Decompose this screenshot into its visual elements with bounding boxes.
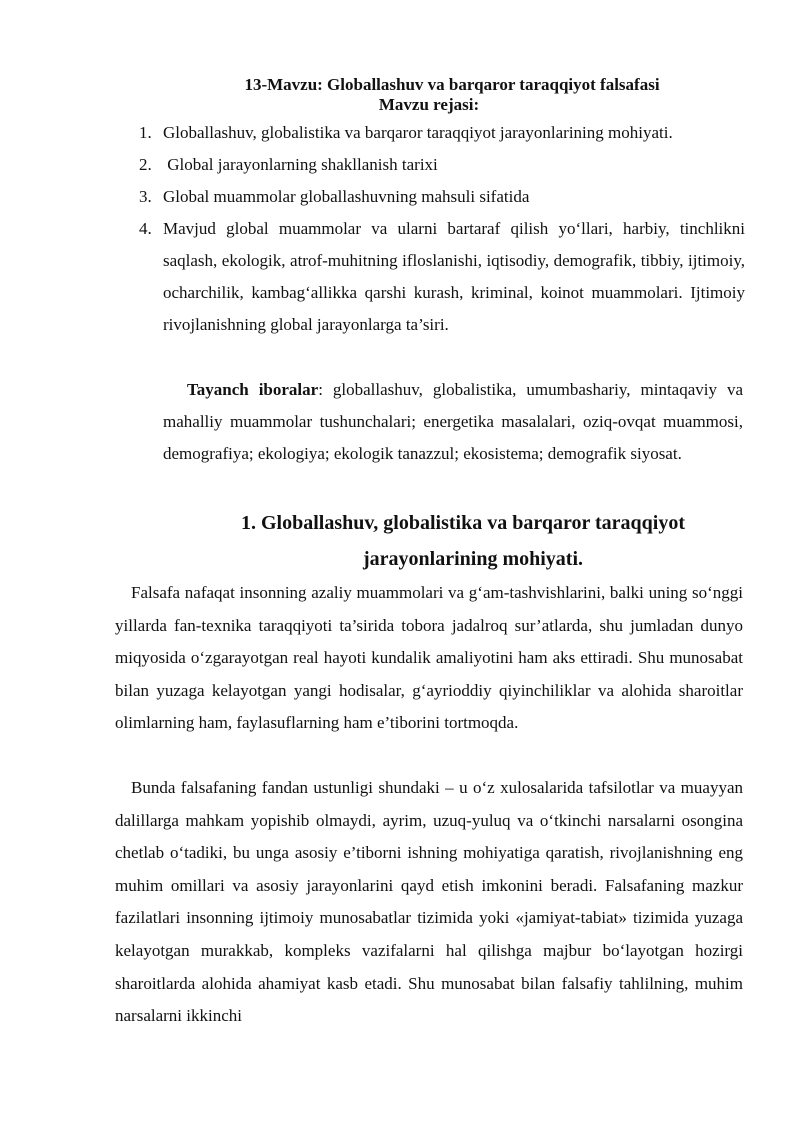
plan-item-text: Globallashuv, globalistika va barqaror taraqqiyot jarayonlarining mohiyati.	[163, 123, 673, 142]
plan-item	[139, 181, 745, 213]
plan-item-text: Global muammolar globallashuvning mahsuli sifatida	[163, 187, 530, 206]
plan-item-number: 4.	[139, 219, 152, 238]
plan-item	[139, 117, 745, 149]
plan-item	[139, 213, 745, 341]
body-paragraph: Falsafa nafaqat insonning azaliy muammolari va g‘am-tashvishlarini, balki uning so‘nggi yillarda fan-texnika taraqqiyoti ta’sirida tobora jadalroq sur’atlarda, shu jumladan dunyo miqyosida o‘zgarayotgan real hayoti kundalik amaliyotini ham aks ettiradi. Shu munosabat bilan yuzaga kelayotgan yangi hodisalar, g‘ayrioddiy qiyinchiliklar va alohida sharoitlar olimlarning ham, faylasuflarning ham e’tiborini tortmoqda.	[115, 583, 743, 733]
plan-item-number: 3.	[139, 187, 152, 206]
keywords-label: Tayanch iboralar	[187, 380, 319, 399]
plan-heading: Mavzu rejasi:	[378, 95, 480, 114]
section-heading-line: 1. Globallashuv, globalistika va barqaror taraqqiyot	[241, 512, 685, 534]
keywords-text: : globallashuv, globalistika, umumbashariy, mintaqaviy va mahalliy muammolar tushunchalari; energetika masalalari, oziq-ovqat muammosi, demografiya; ekologiya; ekologik tanazzul; ekosistema; demografik siyosat.	[163, 380, 743, 463]
body-paragraph: Bunda falsafaning fandan ustunligi shundaki – u o‘z xulosalarida tafsilotlar va muayyan dalillarga mahkam yopishib olmaydi, ayrim, uzuq-yuluq va o‘tkinchi narsalarni osongina chetlab o‘tadiki, bu unga asosiy e’tiborni ishning mohiyatiga qaratish, rivojlanishning eng muhim omillari va asosiy jarayonlarini qayd etish imkonini beradi. Falsafaning mazkur fazilatlari insonning ijtimoiy munosabatlar tizimida yoki «jamiyat-tabiat» tizimida yuzaga kelayotgan murakkab, kompleks vazifalarni hal qilishga majbur bo‘layotgan hozirgi sharoitlarda alohida ahamiyat kasb etadi. Shu munosabat bilan falsafiy tahlilning, muhim narsalarni ikkinchi	[115, 778, 743, 1026]
plan-item-text: Mavjud global muammolar va ularni bartaraf qilish yo‘llari, harbiy, tinchlikni saqlash, ekologik, atrof-muhitning ifloslanishi, iqtisodiy, demografik, tibbiy, ijtimoiy, ocharchilik, kambag‘allikka qarshi kurash, kriminal, koinot muammolari. Ijtimoiy rivojlanishning global jarayonlarga ta’siri.	[163, 219, 745, 334]
keywords-block	[163, 374, 743, 470]
plan-item-number: 2.	[139, 155, 152, 174]
plan-item-text: Global jarayonlarning shakllanish tarixi	[163, 155, 438, 174]
plan-list	[139, 117, 745, 341]
section-heading-line: jarayonlarining mohiyati.	[362, 548, 583, 570]
plan-item	[139, 149, 745, 181]
section-heading	[163, 505, 743, 577]
plan-item-number: 1.	[139, 123, 152, 142]
page-title: 13-Mavzu: Globallashuv va barqaror taraqqiyot falsafasi	[244, 75, 660, 94]
